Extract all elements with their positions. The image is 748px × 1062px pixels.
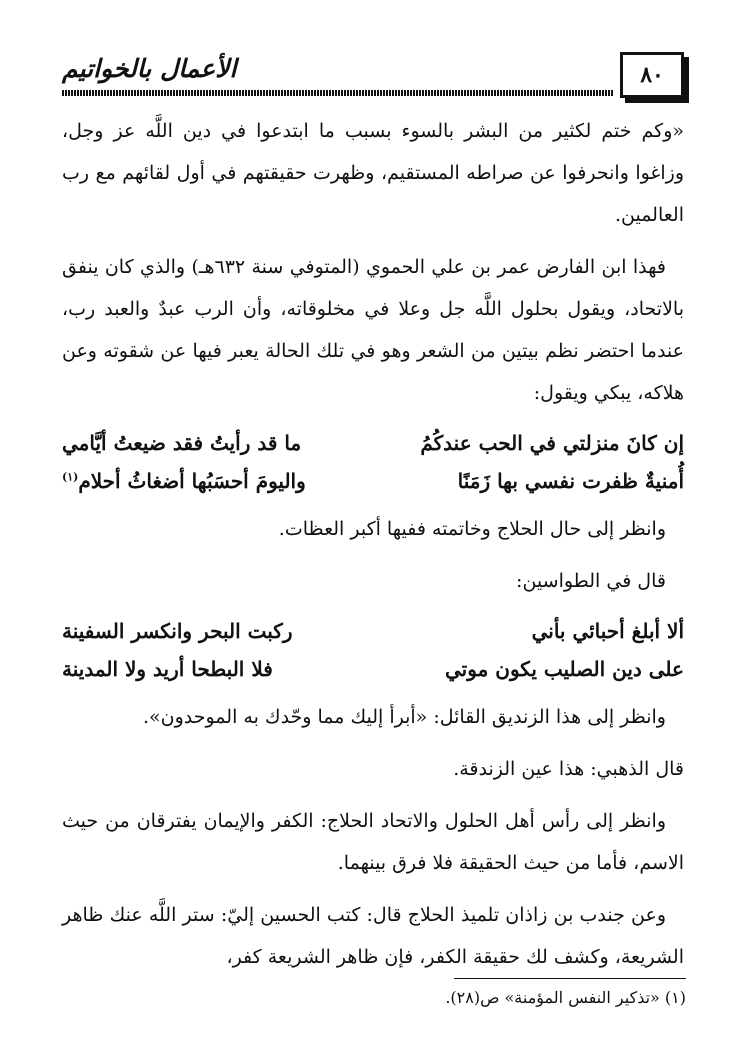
paragraph-dhahabi: قال الذهبي: هذا عين الزندقة. [453,758,684,780]
footnote: (١) «تذكير النفس المؤمنة» ص(٢٨). [445,988,686,1007]
footnote-reference: (١) [62,470,79,484]
poem-hallaj [62,612,684,688]
paragraph-jundab: وعن جندب بن زاذان تلميذ الحلاج قال: كتب الحسين إليّ: ستر اللَّه عنك ظاهر الشريعة، وكشف لك حقيقة الكفر، فإن ظاهر الشريعة كفر، [62,904,684,968]
poem-ibn-al-farid [62,424,684,500]
hemistich-second [62,462,361,500]
hemistich-first: على دين الصليب يكون موتي [445,657,684,681]
header-rule [62,90,614,96]
hemistich-second: فلا البطحا أريد ولا المدينة [62,657,273,681]
paragraph-quote: «وكم ختم لكثير من البشر بالسوء بسبب ما ابتدعوا في دين اللَّه عز وجل، وزاغوا وانحرفوا عن صراطه المستقيم، وظهرت حقيقتهم في أول لقائهم مع رب العالمين. [62,120,684,226]
verse-line [62,650,684,688]
footnote-rule [454,978,686,979]
paragraph-zindiq: وانظر إلى هذا الزنديق القائل: «أبرأ إليك مما وحّدك به الموحدون». [142,706,666,728]
verse-line [62,462,684,500]
hemistich-first: إن كانَ منزلتي في الحب عندكُمُ [420,431,684,455]
paragraph-ibn-al-farid: فهذا ابن الفارض عمر بن علي الحموي (المتوفي سنة ٦٣٢هـ) والذي كان ينفق بالاتحاد، ويقول بحلول اللَّه جل وعلا في مخلوقاته، وأن الرب عبدٌ والعبد رب، عندما احتضر نظم بيتين من الشعر وهو في تلك الحالة يعبر فيها عن شقوته وعن هلاكه، يبكي ويقول: [62,256,684,404]
page-number-box [620,52,684,98]
page-body [62,110,684,988]
hemistich-text: واليومَ أحسَبُها أضغاثُ أحلام [78,469,306,493]
verse-line [62,424,684,462]
hemistich-second: ما قد رأيتُ فقد ضيعتُ أيَّامي [62,431,302,455]
page-header [62,52,684,100]
paragraph-hulul: وانظر إلى رأس أهل الحلول والاتحاد الحلاج: الكفر والإيمان يفترقان من حيث الاسم، فأما من حيث الحقيقة فلا فرق بينهما. [62,810,684,874]
hemistich-first: ألا أبلغ أحبائي بأني [531,619,684,643]
hemistich-second: ركبت البحر وانكسر السفينة [62,619,293,643]
paragraph-hallaj: وانظر إلى حال الحلاج وخاتمته ففيها أكبر العظات. [278,518,666,540]
verse-line [62,612,684,650]
running-title: الأعمال بالخواتيم [62,54,237,83]
hemistich-first: أُمنيةٌ ظفرت نفسي بها زَمَنًا [457,469,684,493]
paragraph-tawasin: قال في الطواسين: [516,570,666,592]
page-number: ٨٠ [640,62,664,88]
